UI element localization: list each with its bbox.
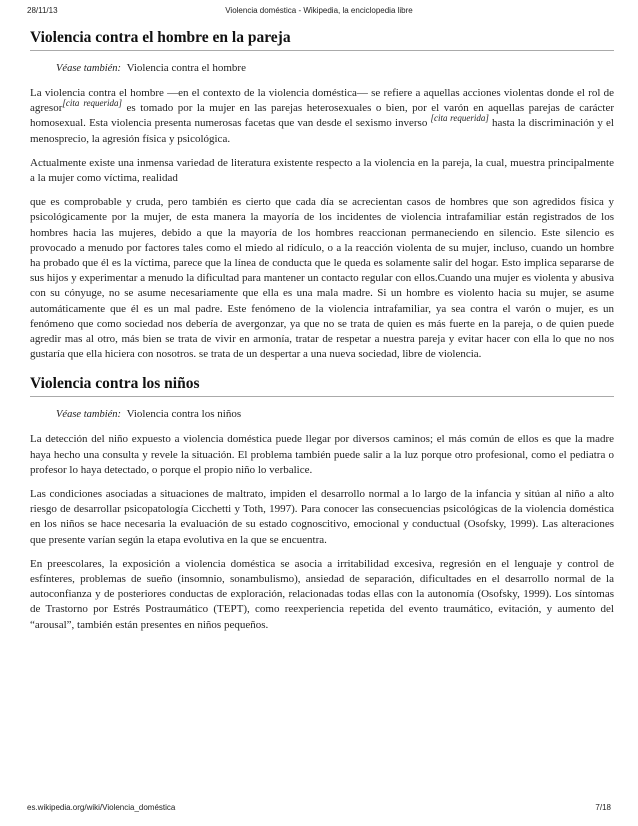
print-date: 28/11/13 <box>27 6 58 15</box>
paragraph-text: La violencia contra el hombre —en el contexto de la violencia doméstica— se refiere a aquellas acciones violentas donde el rol de agresor <box>30 87 614 115</box>
page-number: 7/18 <box>595 803 611 812</box>
see-also-prefix: Véase también: <box>56 409 122 421</box>
see-also-prefix: Véase también: <box>56 63 122 74</box>
article-content <box>30 28 614 633</box>
paragraph: La detección del niño expuesto a violencia doméstica puede llegar por diversos caminos; el más común de ellos es que la madre haya hecho una consulta y revele la situación. El problema también puede salir a la luz porque otro profesional, como el pediatra o profesor lo haya detectado, o porque el propio niño lo verbalice. <box>30 433 614 476</box>
see-also-men <box>56 61 614 76</box>
print-footer <box>0 803 638 815</box>
citation-needed[interactable]: [cita requerida] <box>430 113 489 124</box>
print-url: es.wikipedia.org/wiki/Violencia_doméstica <box>27 803 176 812</box>
section-heading-children: Violencia contra los niños <box>30 374 614 397</box>
paragraph-text: es tomado por la mujer en las parejas heterosexuales o bien, por el varón en aquellas parejas de carácter homosexual. Esta violencia presenta numerosas facetas que van desde el sexismo inverso <box>30 102 614 130</box>
see-also-link-children[interactable]: Violencia contra los niños <box>126 408 242 421</box>
paragraph: En preescolares, la exposición a violencia doméstica se asocia a irritabilidad excesiva, regresión en el lenguaje y control de esfínteres, problemas de sueño (insomnio, sonambulismo), ansiedad de separación, dificultades en el desarrollo normal de la autoconfianza y de posteriores conductas de exploración, relacionadas todas ellas con la autonomía (Osofsky, 1999). Los síntomas de Trastorno por Estrés Postraumático (TEPT), como reexperiencia repetida del evento traumático, evitación, y aumento del “arousal”, también están presentes en niños pequeños. <box>30 557 614 631</box>
paragraph: Actualmente existe una inmensa variedad de literatura existente respecto a la violencia en la pareja, la cual, muestra principalmente a la mujer como víctima, realidad <box>30 156 614 185</box>
see-also-children <box>56 407 614 422</box>
citation-needed[interactable]: [cita requerida] <box>62 98 123 109</box>
paragraph: que es comprobable y cruda, pero también es cierto que cada día se acrecientan casos de hombres que son agredidos física y psicológicamente por la mujer, de esta manera la mayoría de los incidentes de violencia intrafamiliar están registrados de los hombres hacia las mujeres, debido a que la mayoría de los hombres reaccionan permaneciendo en silencio. Este silencio es provocado a menudo por factores tales como el miedo al ridículo, o a la reacción violenta de su mujer, incluso, cuando un hombre ha probado que él es la víctima, parece que la línea de conducta que le queda es solamente salir del hogar. Esto implica separarse de sus hijos y experimentar a menudo la dificultad para mantener un contacto regular con ellos.Cuando una mujer es violenta y abusiva con su cónyuge, no se asume necesariamente que ella es una mala madre. Si un hombre es violento hacia su mujer, se asume automáticamente que él es un mal padre. Este fenómeno de la violencia intrafamiliar, ya sea contra el varón o mujer, es un fenómeno que como sociedad nos debería de avergonzar, ya que no se trata de quien es más fuerte en la pareja, o de quien puede agredir mas al otro, más bien se trata de vivir en armonía, tratar de respetar a nuestra pareja y evitar hacer con ella lo que no nos gustaría que ella hiciera con nosotros. se trata de un despertar a una nueva sociedad, libre de violencia. <box>30 196 614 361</box>
paragraph: Las condiciones asociadas a situaciones de maltrato, impiden el desarrollo normal a lo largo de la infancia y sitúan al niño a alto riesgo de desarrollar psicopatología Cicchetti y Toth, 1997). Para conocer las consecuencias psicológicas de la violencia doméstica en los niños se hace necesaria la evaluación de su estado cognoscitivo, emocional y conductual (Osofsky, 1999). Las alteraciones que presente varían según la etapa evolutiva en la que se encuentra. <box>30 488 614 546</box>
section-heading-men: Violencia contra el hombre en la pareja <box>30 28 614 51</box>
print-title: Violencia doméstica - Wikipedia, la enciclopedia libre <box>225 6 413 15</box>
print-header <box>0 6 638 18</box>
see-also-link-men[interactable]: Violencia contra el hombre <box>126 62 246 74</box>
paragraph-text: hasta la discriminación y el menosprecio, la agresión física y psicológica. <box>30 117 614 145</box>
paragraph <box>30 86 614 147</box>
